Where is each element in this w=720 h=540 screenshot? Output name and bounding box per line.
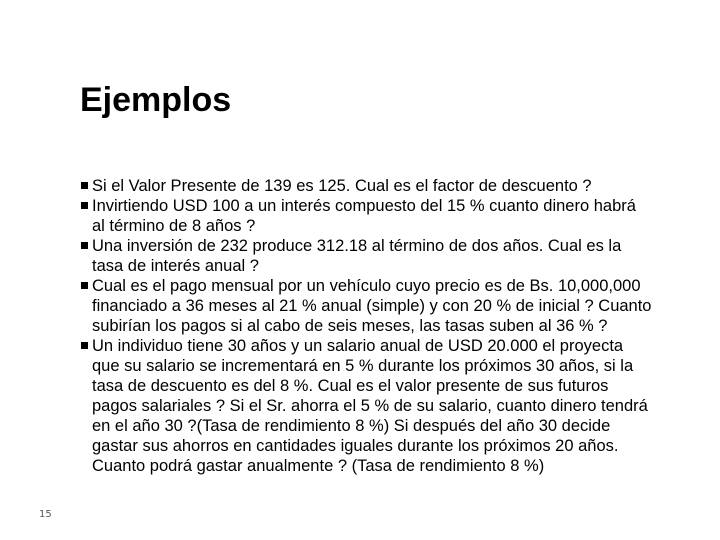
bullet-text-line: Si el Valor Presente de 139 es 125. Cual es el factor de descuento ? — [92, 177, 592, 195]
bullet-text-line: Cuanto podrá gastar anualmente ? (Tasa de rendimiento 8 %) — [92, 457, 545, 475]
bullet-text-line: que su salario se incrementará en 5 % durante los próximos 30 años, si la — [92, 357, 634, 375]
bullet-text-line: Una inversión de 232 produce 312.18 al término de dos años. Cual es la — [92, 237, 622, 255]
bullet-text-line: Un individuo tiene 30 años y un salario anual de USD 20.000 el proyecta — [92, 337, 624, 355]
slide-title: Ejemplos — [80, 81, 232, 119]
bullet-text-line: en el año 30 ?(Tasa de rendimiento 8 %) Si después del año 30 decide — [92, 417, 611, 435]
bullet-item — [80, 196, 700, 236]
bullet-text-line: Invirtiendo USD 100 a un interés compuesto del 15 % cuanto dinero habrá — [92, 197, 636, 215]
square-bullet-icon — [81, 242, 88, 249]
bullet-item — [80, 176, 700, 196]
bullet-list — [80, 176, 700, 476]
bullet-text-line: gastar sus ahorros en cantidades iguales durante los próximos 20 años. — [92, 437, 619, 455]
bullet-item — [80, 276, 700, 336]
square-bullet-icon — [81, 202, 88, 209]
bullet-text-line: pagos salariales ? Si el Sr. ahorra el 5 % de su salario, cuanto dinero tendrá — [92, 397, 648, 415]
bullet-text-line: tasa de interés anual ? — [92, 257, 259, 275]
square-bullet-icon — [81, 182, 88, 189]
bullet-item — [80, 236, 700, 276]
square-bullet-icon — [81, 282, 88, 289]
square-bullet-icon — [81, 342, 88, 349]
bullet-text-line: subirían los pagos si al cabo de seis meses, las tasas suben al 36 % ? — [92, 317, 608, 335]
bullet-text-line: financiado a 36 meses al 21 % anual (simple) y con 20 % de inicial ? Cuanto — [92, 297, 652, 315]
bullet-text-line: al término de 8 años ? — [92, 217, 256, 235]
bullet-text-line: Cual es el pago mensual por un vehículo cuyo precio es de Bs. 10,000,000 — [92, 277, 641, 295]
bullet-text-line: tasa de descuento es del 8 %. Cual es el valor presente de sus futuros — [92, 377, 609, 395]
bullet-item — [80, 336, 700, 476]
page-number: 15 — [39, 509, 52, 520]
